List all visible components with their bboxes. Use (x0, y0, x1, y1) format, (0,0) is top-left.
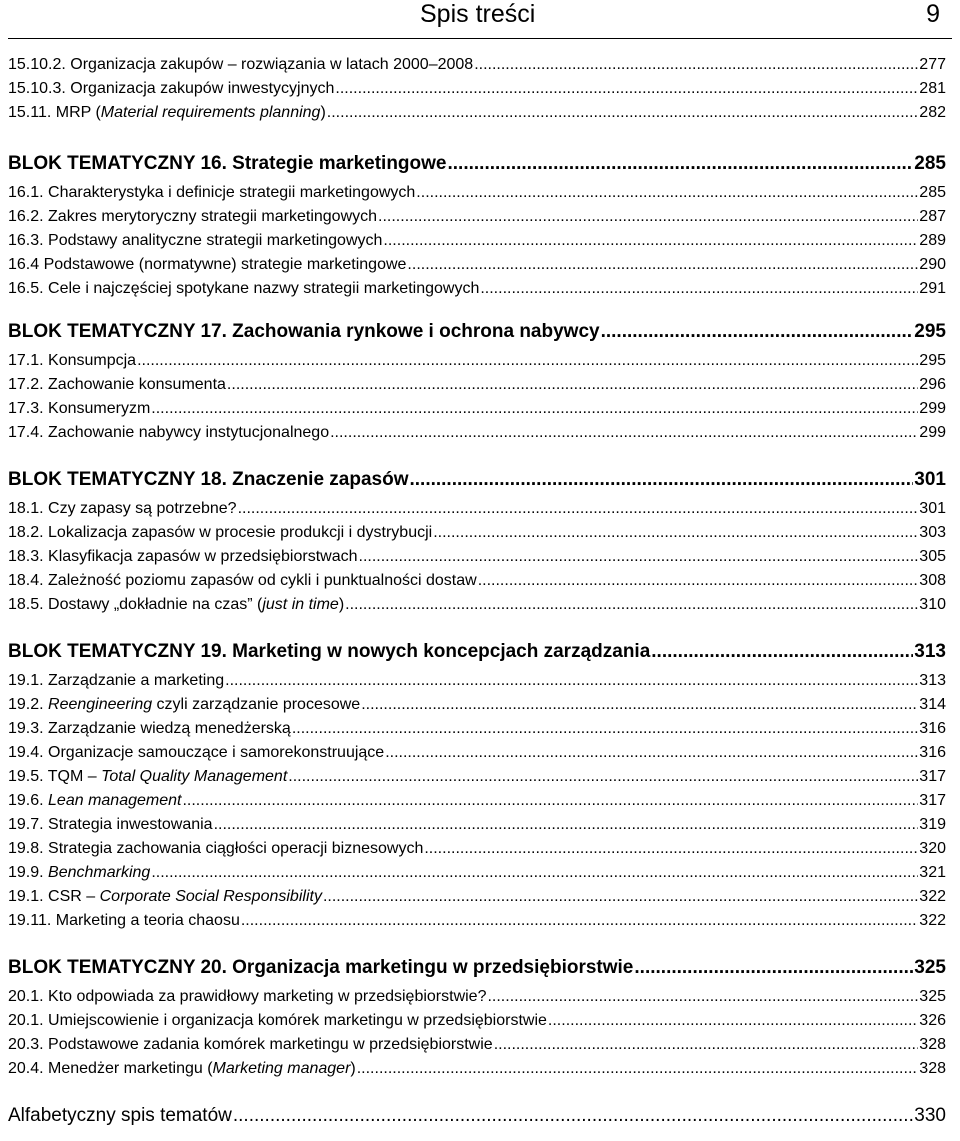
toc-page-number: 330 (914, 1105, 946, 1126)
toc-title-italic: just in time (262, 596, 339, 613)
toc-entry-title (8, 596, 344, 614)
dot-leader (494, 1036, 919, 1054)
dot-leader (233, 1105, 913, 1127)
toc-title-part: 15.11. MRP ( (8, 104, 101, 121)
toc-entry-title: 19.11. Marketing a teoria chaosu (8, 912, 240, 929)
toc-section-heading[interactable] (8, 957, 946, 979)
toc-page-number: 321 (919, 864, 946, 881)
toc-entry[interactable] (8, 208, 946, 226)
toc-entry[interactable] (8, 104, 946, 122)
toc-page-number: 328 (919, 1036, 946, 1053)
toc-page-number: 303 (919, 524, 946, 541)
dot-leader (241, 912, 918, 930)
toc-entry-title: BLOK TEMATYCZNY 18. Znaczenie zapasów (8, 469, 409, 490)
toc-entry[interactable] (8, 280, 946, 298)
toc-entry[interactable] (8, 864, 946, 882)
toc-page-number: 316 (919, 720, 946, 737)
toc-entry[interactable] (8, 792, 946, 810)
toc-title-part: 19.6. (8, 792, 49, 809)
toc-title-part: czyli zarządzanie procesowe (152, 696, 361, 713)
dot-leader (385, 744, 918, 762)
dot-leader (151, 864, 918, 882)
toc-page-number: 290 (919, 256, 946, 273)
toc-title-part: ) (338, 596, 345, 613)
toc-entry[interactable] (8, 720, 946, 738)
toc-entry[interactable] (8, 912, 946, 930)
toc-entry-title (8, 888, 322, 906)
toc-entry[interactable] (8, 548, 946, 566)
toc-section-heading[interactable] (8, 321, 946, 343)
toc-page-number: 325 (914, 957, 946, 978)
toc-entry-title: 17.4. Zachowanie nabywcy instytucjonalnego (8, 424, 330, 441)
toc-page-number: 285 (919, 184, 946, 201)
toc-entry[interactable] (8, 572, 946, 590)
toc-page-number: 320 (919, 840, 946, 857)
toc-page-number: 314 (919, 696, 946, 713)
toc-entry[interactable] (8, 184, 946, 202)
toc-entry[interactable] (8, 888, 946, 906)
toc-entry-title: 16.4 Podstawowe (normatywne) strategie marketingowe (8, 256, 407, 273)
dot-leader (407, 256, 918, 274)
toc-title-part: ) (320, 104, 326, 121)
toc-page-number: 301 (919, 500, 946, 517)
toc-entry[interactable] (8, 988, 946, 1006)
toc-page-number: 328 (919, 1060, 946, 1077)
toc-title-part: 19.2. (8, 696, 49, 713)
dot-leader (433, 524, 918, 542)
dot-leader (478, 572, 919, 590)
toc-entry-title: 19.8. Strategia zachowania ciągłości operacji biznesowych (8, 840, 424, 857)
toc-entry-title: 19.1. Zarządzanie a marketing (8, 672, 225, 689)
toc-entry[interactable] (8, 256, 946, 274)
toc-entry-title: 20.1. Umiejscowienie i organizacja komórek marketingu w przedsiębiorstwie (8, 1012, 547, 1029)
toc-entry-title: BLOK TEMATYCZNY 20. Organizacja marketingu w przedsiębiorstwie (8, 957, 634, 978)
toc-entry-title: 15.10.3. Organizacja zakupów inwestycyjnych (8, 80, 335, 97)
dot-leader (151, 400, 918, 418)
toc-title-italic: Corporate Social Responsibility (99, 888, 322, 905)
toc-entry-title: 18.3. Klasyfikacja zapasów w przedsiębiorstwach (8, 548, 358, 565)
toc-page-number: 313 (919, 672, 946, 689)
toc-page-number: 281 (919, 80, 946, 97)
dot-leader (225, 672, 918, 690)
dot-leader (480, 280, 918, 298)
toc-title-part: 20.4. Menedżer marketingu ( (8, 1060, 213, 1077)
dot-leader (292, 720, 918, 738)
dot-leader (424, 840, 918, 858)
toc-entry[interactable] (8, 80, 946, 98)
toc-title-italic: Marketing manager (212, 1060, 351, 1077)
toc-title-part: 19.1. CSR – (8, 888, 100, 905)
toc-entry-title: 19.4. Organizacje samouczące i samorekonstruujące (8, 744, 385, 761)
toc-page-number: 310 (919, 596, 946, 613)
toc-entry-title: 17.1. Konsumpcja (8, 352, 137, 369)
dot-leader (487, 988, 918, 1006)
toc-page-number: 299 (919, 400, 946, 417)
dot-leader (238, 500, 919, 518)
toc-entry-title: 19.3. Zarządzanie wiedzą menedżerską (8, 720, 291, 737)
toc-title-italic: Material requirements planning (100, 104, 321, 121)
toc-page-number: 317 (919, 792, 946, 809)
toc-page-number: 316 (919, 744, 946, 761)
toc-page-number: 308 (919, 572, 946, 589)
toc-title-part: 18.5. Dostawy „dokładnie na czas” ( (8, 596, 263, 613)
toc-entry[interactable] (8, 672, 946, 690)
dot-leader (448, 153, 914, 175)
dot-leader (345, 596, 918, 614)
toc-entry-title (8, 696, 360, 714)
page-header (8, 0, 952, 39)
toc-entry-title: BLOK TEMATYCZNY 16. Strategie marketingowe (8, 153, 447, 174)
toc-title-italic: Lean management (48, 792, 182, 809)
page-title: Spis treści (420, 0, 536, 28)
toc-entry-title: 16.1. Charakterystyka i definicje strategii marketingowych (8, 184, 416, 201)
toc-page-number: 295 (914, 321, 946, 342)
toc-page-number: 325 (919, 988, 946, 1005)
dot-leader (378, 208, 918, 226)
toc-entry[interactable] (8, 1060, 946, 1078)
toc-entry-title (8, 792, 181, 810)
toc-page-number: 289 (919, 232, 946, 249)
toc-entry-title: 20.3. Podstawowe zadania komórek marketingu w przedsiębiorstwie (8, 1036, 493, 1053)
toc-entry[interactable] (8, 840, 946, 858)
toc-entry-title: BLOK TEMATYCZNY 19. Marketing w nowych koncepcjach zarządzania (8, 641, 651, 662)
dot-leader (383, 232, 918, 250)
toc-title-part: 19.5. TQM – (8, 768, 102, 785)
toc-entry[interactable] (8, 816, 946, 834)
toc-entry-title (8, 864, 150, 882)
toc-page-number: 317 (919, 768, 946, 785)
toc-entry[interactable] (8, 696, 946, 714)
toc-page-number: 305 (919, 548, 946, 565)
toc-entry[interactable] (8, 744, 946, 762)
dot-leader (651, 641, 913, 663)
dot-leader (335, 80, 918, 98)
dot-leader (182, 792, 918, 810)
toc-page-number: 295 (919, 352, 946, 369)
toc-entry-title (8, 1060, 356, 1078)
dot-leader (227, 376, 918, 394)
toc-page-number: 296 (919, 376, 946, 393)
toc-entry[interactable] (8, 400, 946, 418)
toc-page-number: 291 (919, 280, 946, 297)
toc-page-number: 322 (919, 888, 946, 905)
toc-entry[interactable] (8, 1105, 946, 1127)
toc-title-part: ) (350, 1060, 356, 1077)
toc-page-number: 319 (919, 816, 946, 833)
toc-section-heading[interactable] (8, 153, 946, 175)
dot-leader (601, 321, 914, 343)
dot-leader (359, 548, 919, 566)
toc-entry-title (8, 104, 326, 122)
dot-leader (634, 957, 913, 979)
toc-entry-title: 16.3. Podstawy analityczne strategii marketingowych (8, 232, 383, 249)
toc-entry[interactable] (8, 376, 946, 394)
toc-entry-title: 20.1. Kto odpowiada za prawidłowy marketing w przedsiębiorstwie? (8, 988, 487, 1005)
dot-leader (137, 352, 918, 370)
dot-leader (327, 104, 919, 122)
toc-entry-title: 18.2. Lokalizacja zapasów w procesie produkcji i dystrybucji (8, 524, 433, 541)
toc-entry-title: 16.2. Zakres merytoryczny strategii marketingowych (8, 208, 378, 225)
toc-entry-title: 18.4. Zależność poziomu zapasów od cykli i punktualności dostaw (8, 572, 477, 589)
dot-leader (416, 184, 918, 202)
toc-entry[interactable] (8, 56, 946, 74)
toc-page-number: 322 (919, 912, 946, 929)
toc-page-number: 282 (919, 104, 946, 121)
toc-entry[interactable] (8, 1036, 946, 1054)
dot-leader (548, 1012, 918, 1030)
toc-entry-title: Alfabetyczny spis tematów (8, 1105, 232, 1126)
toc-page-number: 285 (914, 153, 946, 174)
toc-entry-title: 15.10.2. Organizacja zakupów – rozwiązania w latach 2000–2008 (8, 56, 474, 73)
dot-leader (330, 424, 918, 442)
dot-leader (323, 888, 918, 906)
dot-leader (361, 696, 918, 714)
toc-section-heading[interactable] (8, 641, 946, 663)
toc-page-number: 277 (919, 56, 946, 73)
dot-leader (409, 469, 913, 491)
toc-page-number: 326 (919, 1012, 946, 1029)
toc-entry-title (8, 768, 287, 786)
dot-leader (288, 768, 918, 786)
toc-entry[interactable] (8, 596, 946, 614)
toc-section-heading[interactable] (8, 469, 946, 491)
toc-entry-title: BLOK TEMATYCZNY 17. Zachowania rynkowe i ochrona nabywcy (8, 321, 600, 342)
toc-page-number: 313 (914, 641, 946, 662)
dot-leader (357, 1060, 919, 1078)
toc-entry[interactable] (8, 352, 946, 370)
toc-entry[interactable] (8, 424, 946, 442)
toc-entry[interactable] (8, 768, 946, 786)
toc-title-italic: Reengineering (48, 696, 153, 713)
dot-leader (214, 816, 919, 834)
toc-entry[interactable] (8, 232, 946, 250)
page-number: 9 (926, 0, 940, 28)
dot-leader (474, 56, 918, 74)
toc-page-number: 301 (914, 469, 946, 490)
toc-entry[interactable] (8, 1012, 946, 1030)
toc-page-number: 299 (919, 424, 946, 441)
toc-entry-title: 17.2. Zachowanie konsumenta (8, 376, 226, 393)
toc-entry-title: 16.5. Cele i najczęściej spotykane nazwy strategii marketingowych (8, 280, 480, 297)
toc-entry[interactable] (8, 524, 946, 542)
toc-title-italic: Benchmarking (48, 864, 151, 881)
toc-title-part: 19.9. (8, 864, 49, 881)
toc-entry[interactable] (8, 500, 946, 518)
toc-entry-title: 18.1. Czy zapasy są potrzebne? (8, 500, 237, 517)
toc-entry-title: 17.3. Konsumeryzm (8, 400, 151, 417)
toc-page-number: 287 (919, 208, 946, 225)
toc-title-italic: Total Quality Management (101, 768, 288, 785)
toc-entry-title: 19.7. Strategia inwestowania (8, 816, 213, 833)
